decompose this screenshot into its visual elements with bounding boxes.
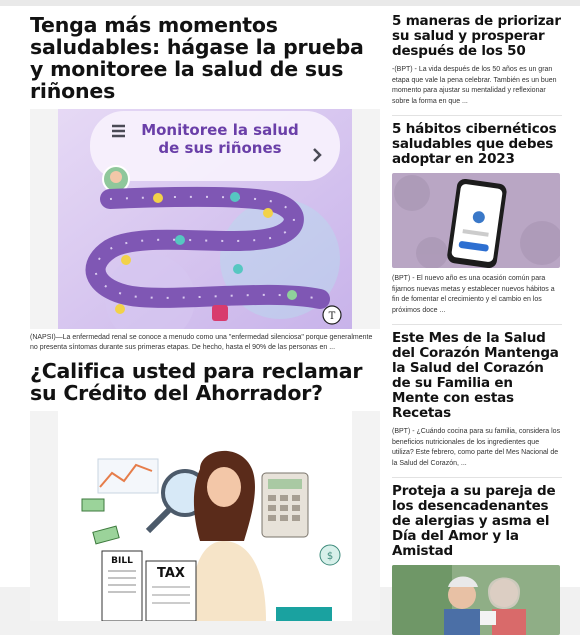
svg-text:T: T [328, 311, 336, 322]
svg-text:$: $ [326, 551, 334, 562]
sidebar-image-couple[interactable] [392, 565, 560, 635]
couple-photo [392, 565, 560, 635]
sidebar-item-title[interactable]: 5 maneras de priorizar su salud y prosperar después de los 50 [392, 13, 561, 59]
phone-illustration [392, 173, 560, 268]
tax-illustration [30, 411, 380, 621]
divider [392, 477, 562, 478]
image-title-line2: de sus riñones [158, 139, 282, 157]
tax-label: TAX [157, 566, 185, 581]
sidebar-item-title[interactable]: Proteja a su pareja de los desencadenantes de alergias y asma el Día del Amor y la Amistad [392, 483, 556, 559]
sidebar-item-excerpt: -(BPT) - La vida después de los 50 años es un gran etapa que vale la pena celebrar. También es un buen momento para ajustar su mentalidad y reflexionar sobre la forma en que ... [392, 66, 557, 105]
sidebar-item-title[interactable]: Este Mes de la Salud del Corazón Mantenga la Salud del Corazón de su Familia en Mente con estas Recetas [392, 330, 559, 421]
kidney-game-illustration [30, 109, 380, 329]
sidebar [392, 14, 562, 635]
main-column [30, 14, 380, 621]
article-image-tax[interactable] [30, 411, 380, 621]
sidebar-image-phone[interactable] [392, 173, 560, 268]
sidebar-item-excerpt: (BPT) - ¿Cuándo cocina para su familia, considera los beneficios nutricionales de los ingredientes que utiliza? Este febrero, como parte del Mes Nacional de la Salud del Corazón, ... [392, 428, 561, 467]
bill-label: BILL [111, 556, 133, 566]
divider [392, 324, 562, 325]
sidebar-item-title[interactable]: 5 hábitos cibernéticos saludables que debes adoptar en 2023 [392, 121, 557, 167]
article-excerpt-kidney: (NAPSI)—La enfermedad renal se conoce a menudo como una "enfermedad silenciosa" porque generalmente no presenta síntomas durante sus primeras etapas. De hecho, hasta el 90% de las personas en ... [30, 334, 373, 351]
image-title-line1: Monitoree la salud [141, 121, 299, 139]
article-image-kidney[interactable] [30, 109, 380, 329]
sidebar-item-excerpt: (BPT) - El nuevo año es una ocasión común para fijarnos nuevas metas y establecer nuevos hábitos a fin de fomentar el crecimiento y el cambio en los próximos doce ... [392, 275, 555, 314]
article-title-kidney[interactable]: Tenga más momentos saludables: hágase la prueba y monitoree la salud de sus riñones [30, 13, 364, 103]
divider [392, 115, 562, 116]
top-bar [0, 0, 580, 6]
article-title-saver-credit[interactable]: ¿Califica usted para reclamar su Crédito del Ahorrador? [30, 359, 363, 405]
